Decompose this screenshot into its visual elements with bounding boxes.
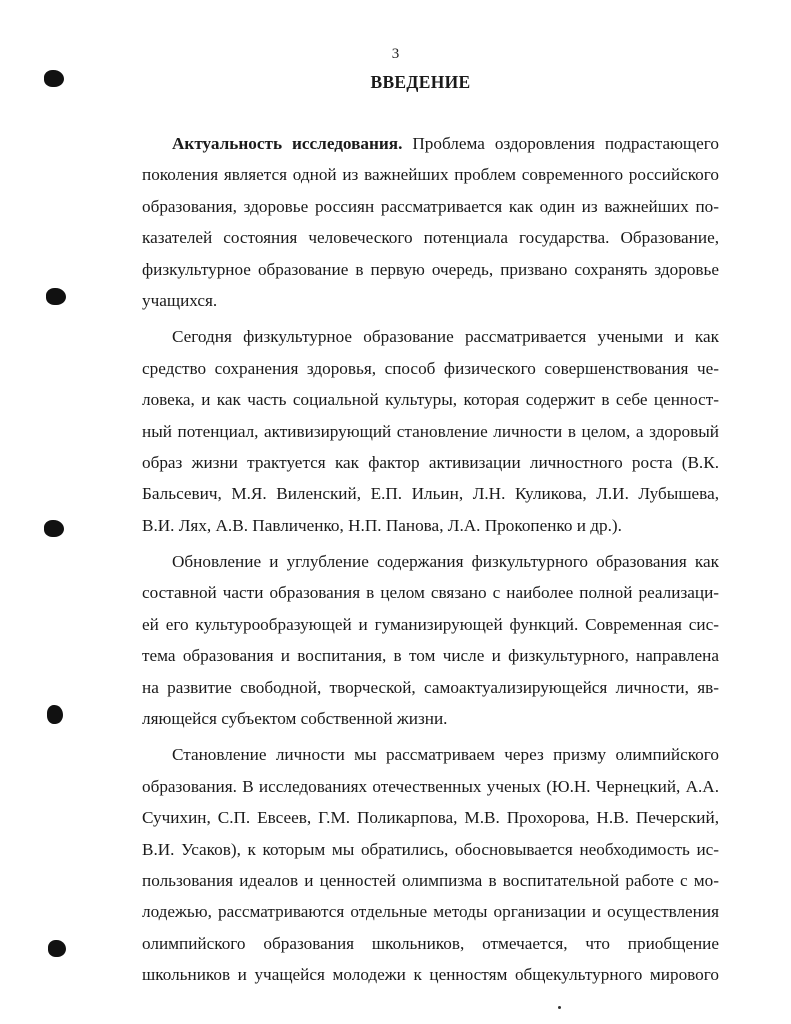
paragraph bbox=[142, 321, 719, 541]
text-line: Обновление и углубление содержания физкультурного образования как bbox=[172, 552, 719, 572]
text-line: В.И. Лях, А.В. Павличенко, Н.П. Панова, Л.А. Прокопенко и др.). bbox=[142, 515, 622, 535]
text-line: лодежью, рассматриваются отдельные методы организации и осуществления bbox=[142, 902, 719, 922]
text-line: школьников и учащейся молодежи к ценностям общекультурного мирового bbox=[142, 965, 719, 985]
punch-hole-mark bbox=[48, 940, 66, 957]
text-line: образования, здоровье россиян рассматривается как один из важнейших по- bbox=[142, 196, 719, 216]
text-line: пользования идеалов и ценностей олимпизма в воспитательной работе с мо- bbox=[142, 870, 719, 890]
paragraph bbox=[142, 128, 719, 316]
page-number: 3 bbox=[391, 46, 400, 62]
text-line: Актуальность исследования. Проблема оздоровления подрастающего bbox=[172, 134, 719, 153]
text-line: ловека, и как часть социальной культуры, которая содержит в себе ценност- bbox=[142, 390, 719, 410]
text-line: Сегодня физкультурное образование рассматривается учеными и как bbox=[172, 327, 719, 347]
text-line: ляющейся субъектом собственной жизни. bbox=[142, 709, 448, 729]
page-title: ВВЕДЕНИЕ bbox=[370, 72, 471, 92]
punch-hole-mark bbox=[47, 705, 63, 724]
text-line: тема образования и воспитания, в том числе и физкультурного, направлена bbox=[142, 646, 719, 666]
paragraph bbox=[142, 546, 719, 734]
text-line: образования. В исследованиях отечественных ученых (Ю.Н. Чернецкий, А.А. bbox=[142, 776, 719, 796]
text-line: физкультурное образование в первую очередь, призвано сохранять здоровье bbox=[142, 259, 719, 279]
punch-hole-mark bbox=[44, 70, 64, 87]
text-line: поколения является одной из важнейших проблем современного российского bbox=[142, 165, 719, 185]
punch-hole-mark bbox=[46, 288, 66, 305]
text-line: В.И. Усаков), к которым мы обратились, обосновывается необходимость ис- bbox=[142, 839, 719, 859]
text-line: ей его культурообразующей и гуманизирующей функций. Современная сис- bbox=[142, 614, 719, 634]
text-line: Сучихин, С.П. Евсеев, Г.М. Поликарпова, М.В. Прохорова, Н.В. Печерский, bbox=[142, 808, 719, 828]
punch-hole-mark bbox=[44, 520, 64, 537]
text-line: Бальсевич, М.Я. Виленский, Е.П. Ильин, Л.Н. Куликова, Л.И. Лубышева, bbox=[142, 484, 719, 504]
text-line: составной части образования в целом связано с наиболее полной реализаци- bbox=[142, 583, 719, 603]
document-body bbox=[142, 128, 719, 991]
text-line: казателей состояния человеческого потенциала государства. Образование, bbox=[142, 228, 719, 248]
text-line: ный потенциал, активизирующий становление личности в целом, а здоровый bbox=[142, 421, 719, 441]
text-line: олимпийского образования школьников, отмечается, что приобщение bbox=[142, 933, 719, 953]
text-line: Становление личности мы рассматриваем через призму олимпийского bbox=[172, 745, 719, 765]
paragraph bbox=[142, 739, 719, 990]
text-line: учащихся. bbox=[142, 290, 218, 310]
text-line: средство сохранения здоровья, способ физического совершенствования че- bbox=[142, 358, 719, 378]
text-line: на развитие свободной, творческой, самоактуализирующейся личности, яв- bbox=[142, 677, 719, 697]
text-line: образ жизни трактуется как фактор активизации личностного роста (В.К. bbox=[142, 452, 719, 472]
scan-speck bbox=[558, 1006, 561, 1009]
paragraph-lead: Актуальность исследования. bbox=[172, 134, 403, 153]
